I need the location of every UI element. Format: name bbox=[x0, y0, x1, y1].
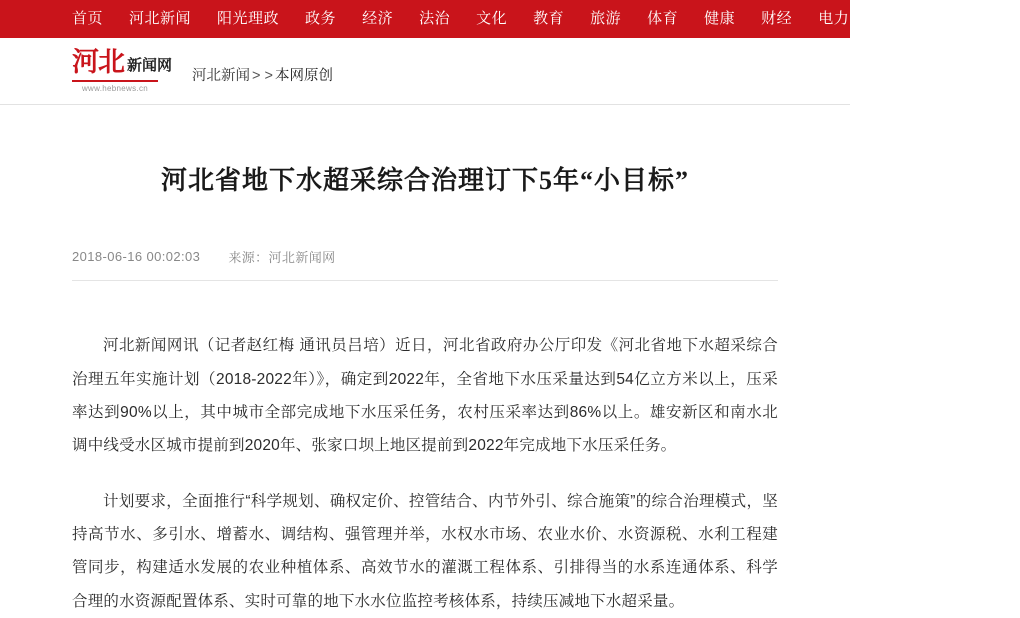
article-source-label: 来源： bbox=[228, 250, 269, 266]
breadcrumb-separator: > > bbox=[252, 67, 273, 84]
article-datetime: 2018-06-16 00:02:03 bbox=[72, 249, 201, 265]
nav-item-health[interactable]: 健康 bbox=[704, 10, 736, 27]
article-body bbox=[72, 329, 778, 618]
breadcrumb-item-current: 本网原创 bbox=[274, 67, 333, 84]
logo-url: www.hebnews.cn bbox=[72, 80, 158, 93]
nav-item-hebei-news[interactable]: 河北新闻 bbox=[129, 10, 192, 27]
nav-item-home[interactable]: 首页 bbox=[72, 10, 104, 27]
article-source-name: 河北新闻网 bbox=[268, 250, 336, 266]
nav-item-finance[interactable]: 财经 bbox=[761, 10, 793, 27]
logo-text-black: 新闻网 bbox=[127, 58, 173, 74]
nav-item-travel[interactable]: 旅游 bbox=[590, 10, 622, 27]
nav-item-education[interactable]: 教育 bbox=[533, 10, 565, 27]
breadcrumb-item-hebei-news[interactable]: 河北新闻 bbox=[192, 67, 250, 84]
site-logo[interactable] bbox=[72, 47, 180, 95]
nav-item-culture[interactable]: 文化 bbox=[476, 10, 508, 27]
article-paragraph: 计划要求，全面推行“科学规划、确权定价、控管结合、内节外引、综合施策”的综合治理模式，坚持高节水、多引水、增蓄水、调结构、强管理并举，水权水市场、农业水价、水资源税、水利工程建管同步，构建适水发展的农业种植体系、高效节水的灌溉工程体系、引排得当的水系连通体系、科学合理的水资源配置体系、实时可靠的地下水水位监控考核体系，持续压减地下水超采量。 bbox=[72, 492, 778, 610]
article-title: 河北省地下水超采综合治理订下5年“小目标” bbox=[160, 166, 689, 195]
nav-item-economy[interactable]: 经济 bbox=[362, 10, 394, 27]
nav-item-sports[interactable]: 体育 bbox=[647, 10, 679, 27]
breadcrumb bbox=[192, 58, 333, 85]
article-container bbox=[0, 163, 850, 618]
logo-text-group bbox=[72, 49, 180, 76]
logo-text-red: 河北 bbox=[72, 47, 124, 77]
top-navigation-bar bbox=[0, 0, 1020, 38]
nav-item-lottery[interactable]: 体彩 bbox=[932, 10, 964, 27]
site-header bbox=[0, 38, 850, 105]
article-paragraph: 河北新闻网讯（记者赵红梅 通讯员吕培）近日，河北省政府办公厅印发《河北省地下水超采综合治理五年实施计划（2018-2022年）》，确定到2022年，全省地下水压采量达到54亿立方米以上，压采率达到90%以上，其中城市全部完成地下水压采任务，农村压采率达到86%以上。雄安新区和南水北调中线受水区城市提前到2020年、张家口坝上地区提前到2022年完成地下水压采任务。 bbox=[72, 337, 778, 455]
nav-item-law[interactable]: 法治 bbox=[419, 10, 451, 27]
nav-item-power[interactable]: 电力 bbox=[818, 10, 850, 27]
article-meta bbox=[72, 247, 778, 281]
nav-item-government[interactable]: 政务 bbox=[305, 10, 337, 27]
nav-item-shopping[interactable]: 票购 bbox=[875, 10, 907, 27]
nav-item-yangguang-lizheng[interactable]: 阳光理政 bbox=[217, 10, 280, 27]
nav-item-auto[interactable]: 汽车 bbox=[989, 10, 1020, 27]
